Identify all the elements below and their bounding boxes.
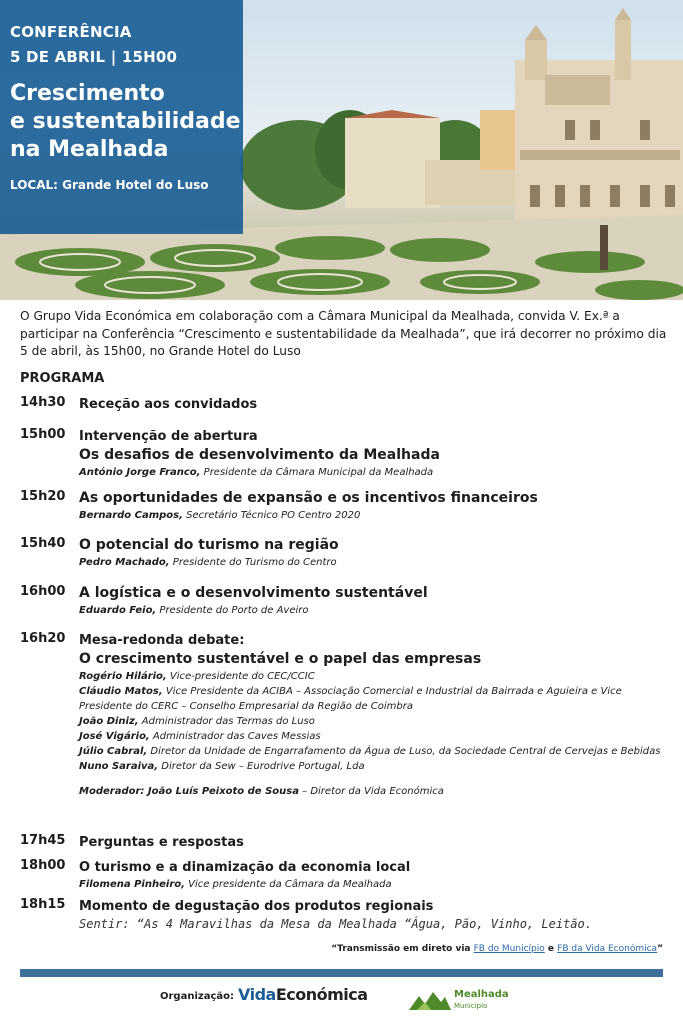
vida-economica-logo: VidaEconómica: [238, 985, 368, 1004]
program-time: 14h30: [20, 395, 66, 410]
hero-photo: [0, 0, 683, 300]
invitation-text: O Grupo Vida Económica em colaboração com a Câmara Municipal da Mealhada, convida V. Ex.ª a participar na Conferência “Crescimento e sustentabilidade da Mealhada”, que irá decorrer no próximo dia 5 de abril, às 15h00, no Grande Hotel do Luso: [20, 309, 667, 358]
program-subtitle: As oportunidades de expansão e os incentivos financeiros: [79, 490, 538, 506]
moderator: Moderador: João Luís Peixoto de Sousa – Diretor da Vida Económica: [79, 786, 444, 797]
program-time: 16h20: [20, 631, 66, 646]
program-time: 18h00: [20, 858, 66, 873]
fb-municipio-link[interactable]: FB do Município: [473, 944, 545, 954]
program-time: 17h45: [20, 833, 66, 848]
program-title: Receção aos convidados: [79, 397, 258, 412]
organization-label: Organização:: [160, 991, 234, 1002]
banner-title: Crescimento e sustentabilidade na Mealhada: [10, 81, 241, 162]
speaker: João Diniz, Administrador das Termas do Luso: [79, 716, 315, 727]
program-subtitle: A logística e o desenvolvimento sustentável: [79, 585, 428, 601]
speaker: José Vigário, Administrador das Caves Messias: [79, 731, 321, 742]
program-heading: PROGRAMA: [20, 371, 105, 386]
program-time: 15h00: [20, 427, 66, 442]
speaker: Júlio Cabral, Diretor da Unidade de Engarrafamento da Água de Luso, da Sociedade Central de Cervejas e Bebidas: [79, 746, 661, 757]
speaker: Pedro Machado, Presidente do Turismo do Centro: [79, 557, 337, 568]
banner-event-type: CONFERÊNCIA: [10, 23, 132, 41]
banner-date: 5 DE ABRIL | 15H00: [10, 48, 178, 66]
program-title: Mesa-redonda debate:: [79, 633, 245, 648]
program-title: Momento de degustação dos produtos regionais: [79, 899, 434, 914]
mealhada-municipio-logo: Mealhada Município: [409, 986, 529, 1014]
mealhada-mountains-icon: [409, 986, 451, 1012]
footer-divider: [20, 969, 663, 977]
speaker: Nuno Saraiva, Diretor da Sew – Eurodrive Portugal, Lda: [79, 761, 365, 772]
program-title: Intervenção de abertura: [79, 429, 258, 444]
program-time: 18h15: [20, 897, 66, 912]
program-subtitle: O crescimento sustentável e o papel das empresas: [79, 651, 482, 667]
conference-banner: [0, 0, 243, 234]
program-title: O turismo e a dinamização da economia local: [79, 860, 411, 875]
tasting-note: Sentir: “As 4 Maravilhas da Mesa da Mealhada “Água, Pão, Vinho, Leitão.: [79, 917, 592, 931]
speaker: Rogério Hilário, Vice-presidente do CEC/CCIC: [79, 671, 315, 682]
fb-vida-economica-link[interactable]: FB da Vida Económica: [557, 944, 658, 954]
program-time: 16h00: [20, 584, 66, 599]
speaker: Bernardo Campos, Secretário Técnico PO Centro 2020: [79, 510, 361, 521]
speaker: Cláudio Matos, Vice Presidente da ACIBA – Associação Comercial e Industrial da Bairrada e Aguieira e Vice Presidente do CERC – Conselho Empresarial da Região de Coimbra: [79, 686, 622, 712]
banner-location: LOCAL: Grande Hotel do Luso: [10, 178, 209, 192]
program-title: Perguntas e respostas: [79, 835, 244, 850]
livestream-note: “Transmissão em direto via FB do Município e FB da Vida Económica”: [331, 944, 663, 954]
speaker: António Jorge Franco, Presidente da Câmara Municipal da Mealhada: [79, 467, 434, 478]
speaker: Eduardo Feio, Presidente do Porto de Aveiro: [79, 605, 309, 616]
program-time: 15h20: [20, 489, 66, 504]
program-subtitle: O potencial do turismo na região: [79, 537, 339, 553]
speaker: Filomena Pinheiro, Vice presidente da Câmara da Mealhada: [79, 879, 392, 890]
program-time: 15h40: [20, 536, 66, 551]
program-subtitle: Os desafios de desenvolvimento da Mealhada: [79, 447, 440, 463]
